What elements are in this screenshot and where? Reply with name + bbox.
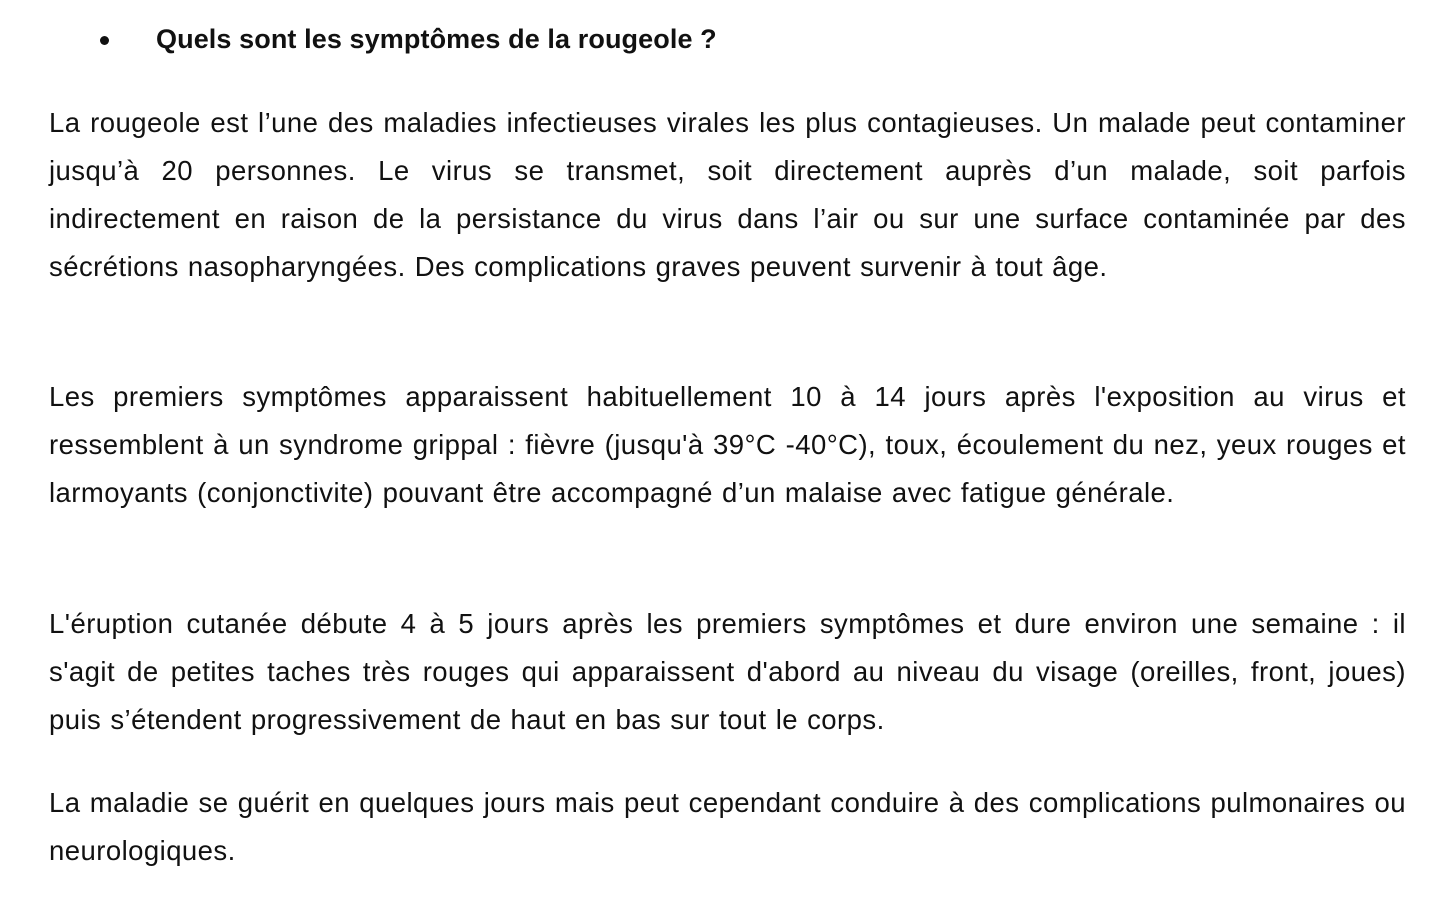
paragraph-rash: L'éruption cutanée débute 4 à 5 jours après les premiers symptômes et dure environ une semaine : il s'agit de petites taches très rouges qui apparaissent d'abord au niveau du visage (oreilles, front, joues) puis s’étendent progressivement de haut en bas sur tout le corps. bbox=[49, 608, 1406, 735]
paragraph-contagion: La rougeole est l’une des maladies infectieuses virales les plus contagieuses. Un malade peut contaminer jusqu’à 20 personnes. Le virus se transmet, soit directement auprès d’un malade, soit parfois indirectement en raison de la persistance du virus dans l’air ou sur une surface contaminée par des sécrétions nasopharyngées. Des complications graves peuvent survenir à tout âge. bbox=[49, 107, 1406, 282]
paragraph-complications: La maladie se guérit en quelques jours mais peut cependant conduire à des complications pulmonaires ou neurologiques. bbox=[49, 787, 1406, 866]
bullet-icon bbox=[100, 36, 109, 45]
section-heading: Quels sont les symptômes de la rougeole ? bbox=[156, 24, 717, 54]
paragraph-first-symptoms: Les premiers symptômes apparaissent habituellement 10 à 14 jours après l'exposition au virus et ressemblent à un syndrome grippal : fièvre (jusqu'à 39°C -40°C), toux, écoulement du nez, yeux rouges et larmoyants (conjonctivite) pouvant être accompagné d’un malaise avec fatigue générale. bbox=[49, 381, 1406, 508]
section-heading-row bbox=[100, 20, 717, 58]
